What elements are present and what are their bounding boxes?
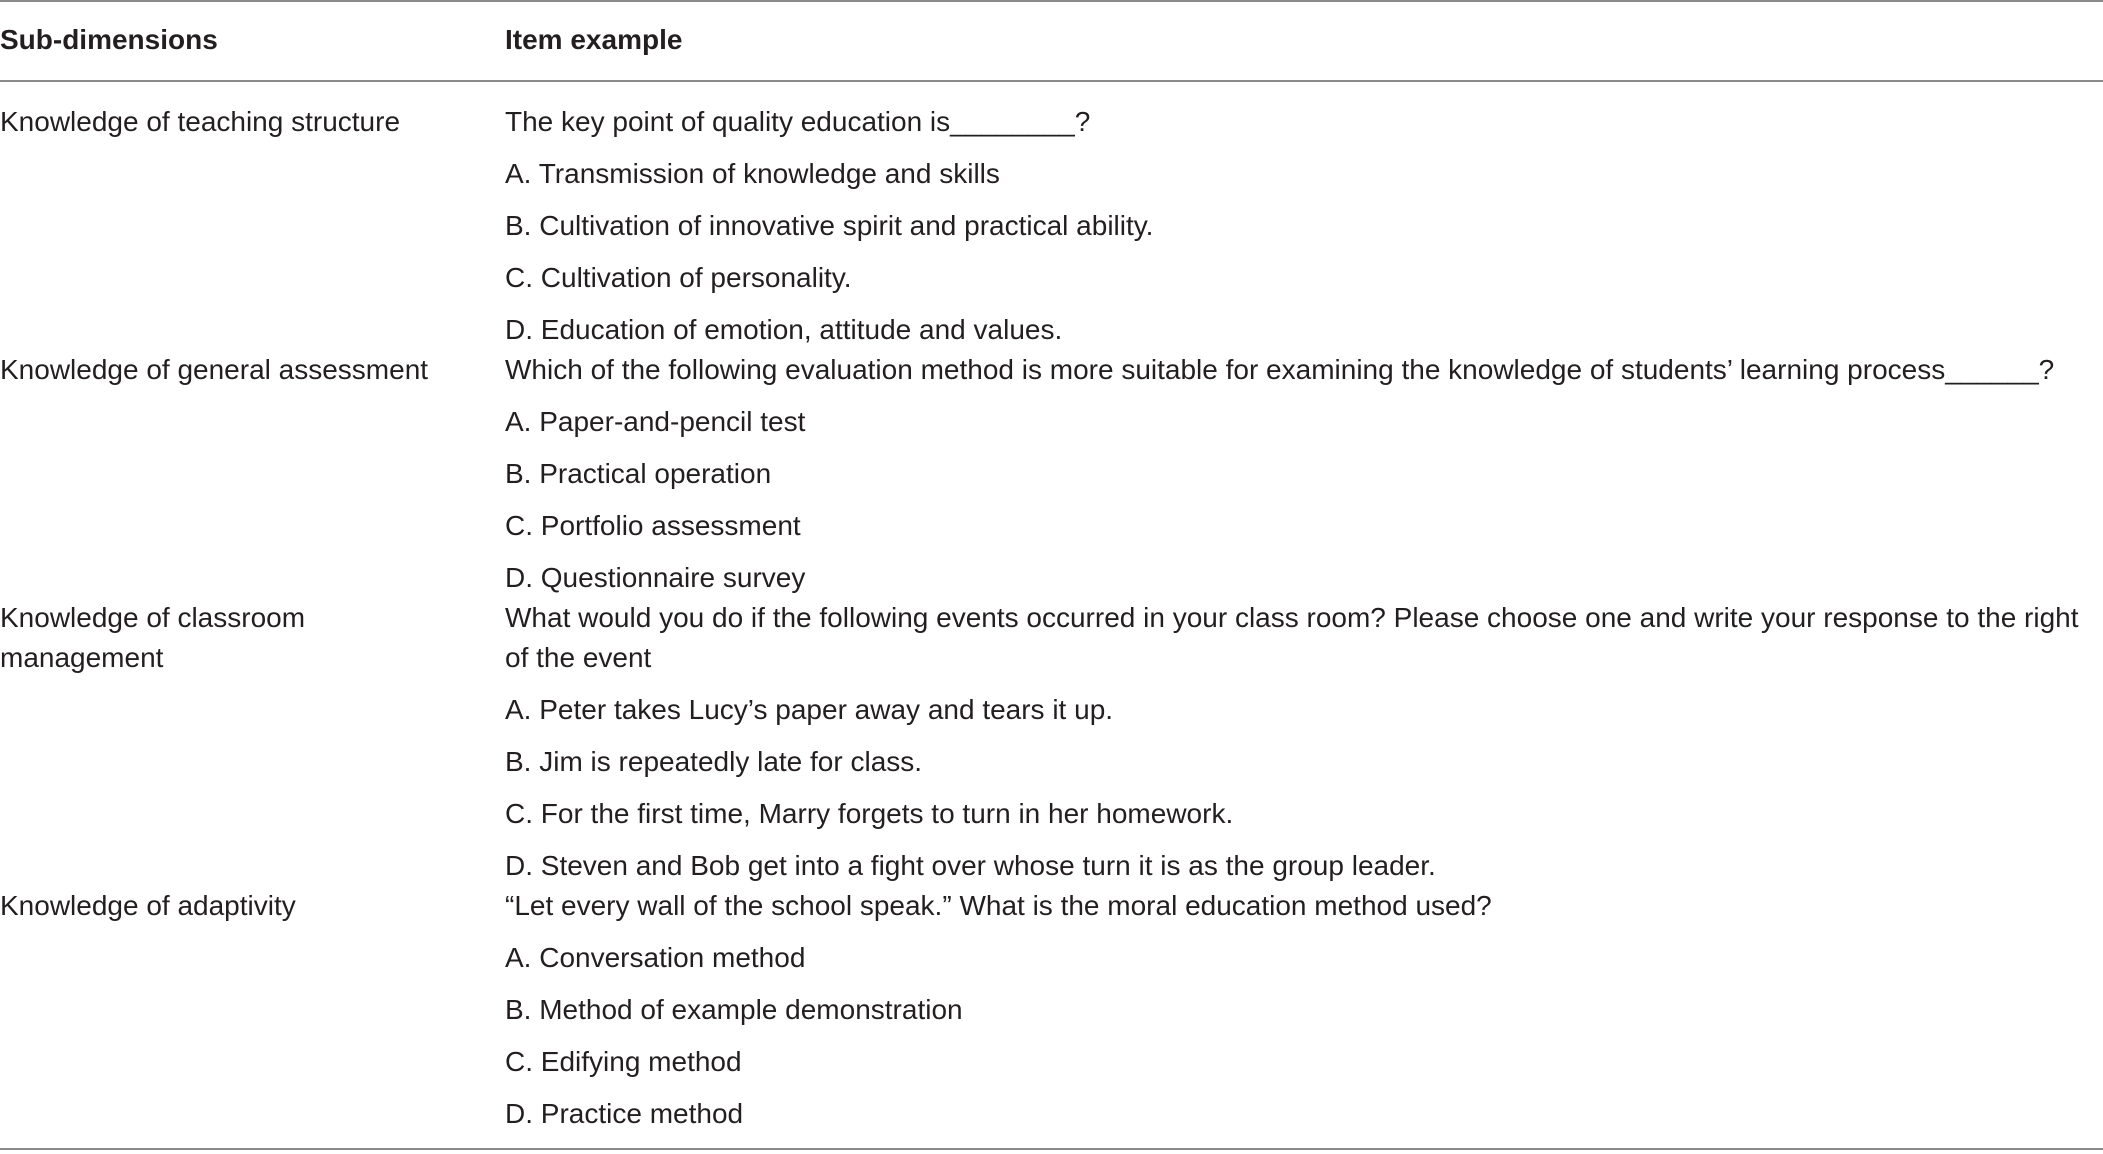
item-example-cell [505, 102, 2103, 350]
answer-option: C. For the first time, Marry forgets to turn in her homework. [505, 798, 1234, 829]
header-rule [0, 80, 2103, 82]
answer-option: D. Steven and Bob get into a fight over whose turn it is as the group leader. [505, 850, 1436, 881]
answer-option: C. Portfolio assessment [505, 510, 801, 541]
answer-option: C. Edifying method [505, 1046, 742, 1077]
sub-dimension-label-line: management [0, 642, 164, 673]
answer-option: B. Method of example demonstration [505, 994, 963, 1025]
answer-option: B. Practical operation [505, 458, 772, 489]
table-header [0, 0, 2103, 80]
answer-option: D. Education of emotion, attitude and values. [505, 314, 1063, 345]
sub-dimension-label: Knowledge of general assessment [0, 354, 429, 385]
bottom-rule [0, 1148, 2103, 1150]
answer-option: A. Peter takes Lucy’s paper away and tears it up. [505, 694, 1114, 725]
answer-option: A. Transmission of knowledge and skills [505, 158, 1000, 189]
answer-option: B. Jim is repeatedly late for class. [505, 746, 923, 777]
sub-dimension-label: Knowledge of adaptivity [0, 890, 296, 921]
question-text: “Let every wall of the school speak.” What is the moral education method used? [505, 890, 1492, 921]
sub-dimension-label-line: Knowledge of classroom [0, 602, 306, 633]
question-text-continued: of the event [505, 642, 652, 673]
answer-option: A. Conversation method [505, 942, 806, 973]
item-example-cell [505, 350, 2103, 598]
answer-option: C. Cultivation of personality. [505, 262, 852, 293]
sub-dimension-label [0, 598, 470, 678]
question-text: The key point of quality education is________? [505, 106, 1091, 137]
answer-option: A. Paper-and-pencil test [505, 406, 806, 437]
answer-option: B. Cultivation of innovative spirit and practical ability. [505, 210, 1154, 241]
sub-dimension-label: Knowledge of teaching structure [0, 106, 401, 137]
answer-option: D. Questionnaire survey [505, 562, 806, 593]
item-example-cell [505, 598, 2103, 886]
header-item-example: Item example [505, 24, 683, 55]
question-text: Which of the following evaluation method is more suitable for examining the knowledge of students’ learning process______? [505, 354, 2055, 385]
answer-option: D. Practice method [505, 1098, 744, 1129]
item-example-cell [505, 886, 2103, 1134]
question-text: What would you do if the following events occurred in your class room? Please choose one and write your response to the right [505, 602, 2079, 633]
header-sub-dimensions: Sub-dimensions [0, 24, 218, 55]
